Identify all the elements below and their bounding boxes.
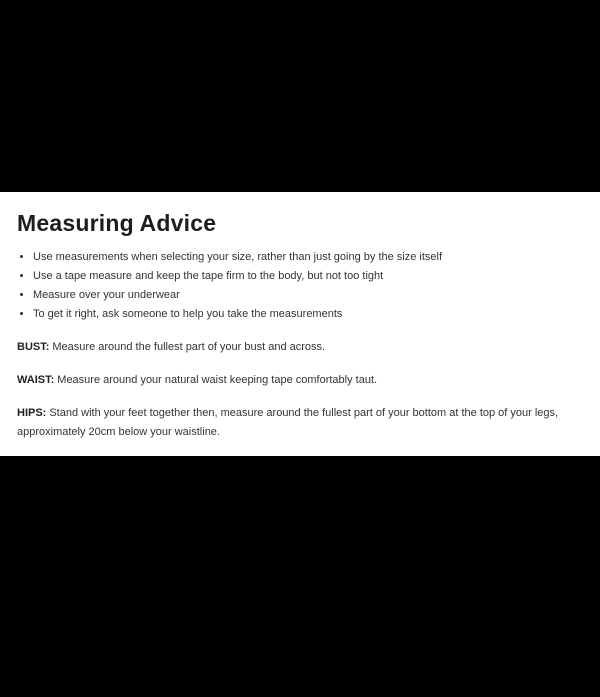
waist-text: Measure around your natural waist keeping tape comfortably taut.: [57, 373, 378, 386]
advice-bullet-list: [17, 248, 583, 324]
list-item: • To get it right, ask someone to help you take the measurements: [33, 305, 583, 324]
bust-label: BUST:: [17, 340, 50, 353]
hips-paragraph: [17, 404, 583, 442]
list-item: • Use a tape measure and keep the tape firm to the body, but not too tight: [33, 267, 583, 286]
list-item: • Measure over your underwear: [33, 286, 583, 305]
top-letterbox: [0, 0, 600, 192]
list-item: • Use measurements when selecting your size, rather than just going by the size itself: [33, 248, 583, 267]
measuring-advice-section: [0, 192, 600, 456]
page-title: Measuring Advice: [17, 210, 217, 236]
waist-label: WAIST:: [17, 373, 55, 386]
bust-text: Measure around the fullest part of your bust and across.: [52, 340, 326, 353]
hips-text: Stand with your feet together then, measure around the fullest part of your bottom at the top of your legs, approximately 20cm below your waistline.: [17, 406, 559, 438]
bottom-letterbox: [0, 456, 600, 697]
hips-label: HIPS:: [17, 406, 47, 419]
waist-paragraph: [17, 371, 583, 390]
bust-paragraph: [17, 338, 583, 357]
